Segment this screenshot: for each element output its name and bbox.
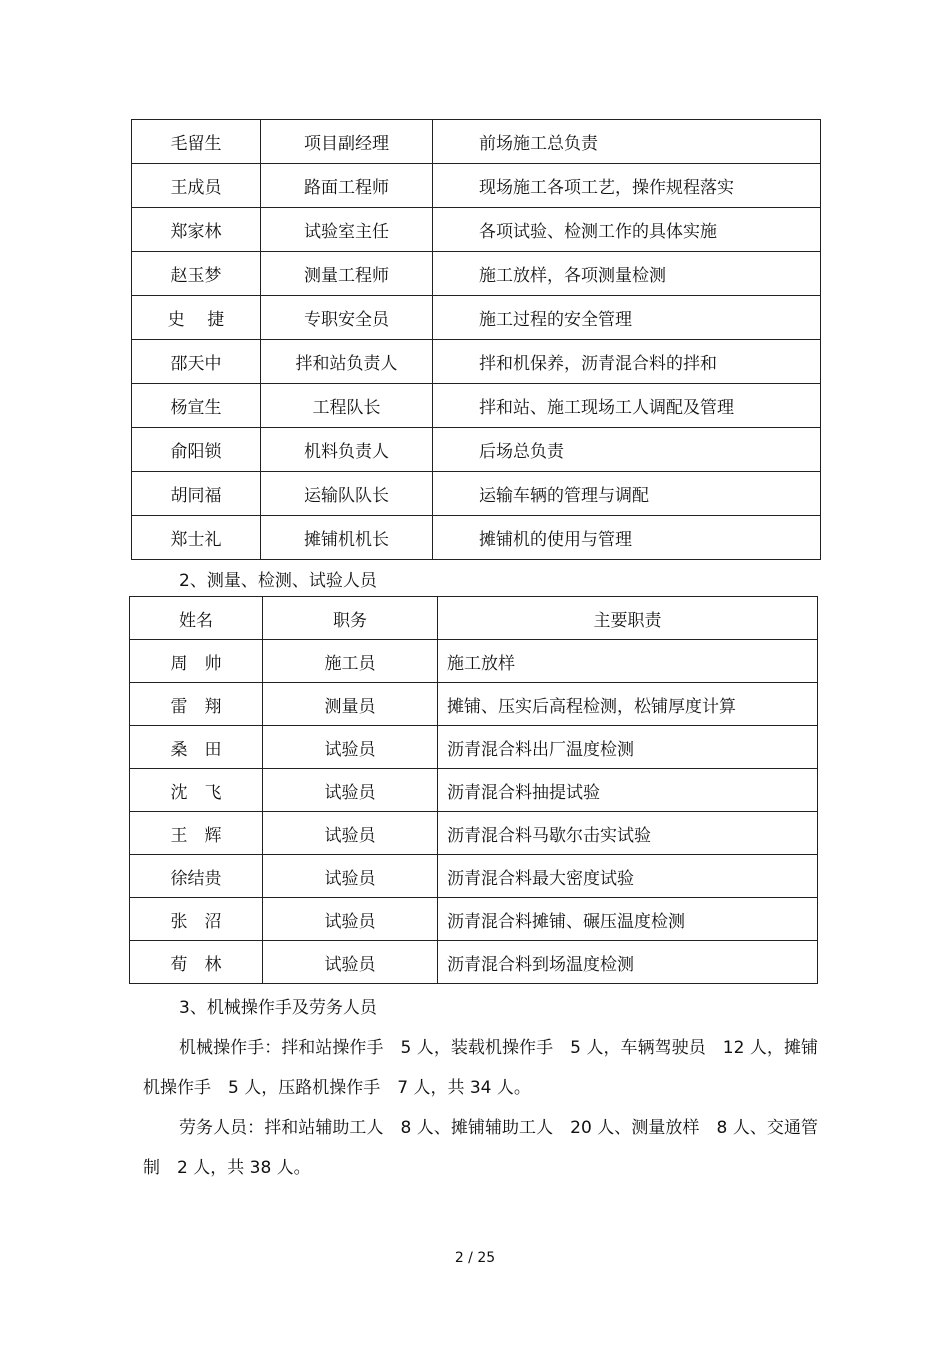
person-duty: 摊铺机的使用与管理 <box>433 516 821 560</box>
person-duty: 运输车辆的管理与调配 <box>433 472 821 516</box>
person-duty: 前场施工总负责 <box>433 120 821 164</box>
person-position: 施工员 <box>263 640 438 683</box>
column-header-position: 职务 <box>263 597 438 640</box>
person-name: 郑士礼 <box>132 516 261 560</box>
person-duty: 沥青混合料马歇尔击实试验 <box>438 812 818 855</box>
table-row <box>130 726 818 769</box>
person-name: 史 捷 <box>132 296 261 340</box>
person-name: 杨宣生 <box>132 384 261 428</box>
person-duty: 沥青混合料最大密度试验 <box>438 855 818 898</box>
table-row <box>132 208 821 252</box>
person-name: 王 辉 <box>130 812 263 855</box>
person-position: 机料负责人 <box>261 428 433 472</box>
person-position: 拌和站负责人 <box>261 340 433 384</box>
person-name: 张 沼 <box>130 898 263 941</box>
person-position: 摊铺机机长 <box>261 516 433 560</box>
table-row <box>132 516 821 560</box>
person-name: 沈 飞 <box>130 769 263 812</box>
person-position: 测量员 <box>263 683 438 726</box>
person-duty: 沥青混合料抽提试验 <box>438 769 818 812</box>
table-row <box>130 683 818 726</box>
column-header-duty: 主要职责 <box>438 597 818 640</box>
person-position: 试验员 <box>263 898 438 941</box>
table-row <box>132 120 821 164</box>
person-position: 试验员 <box>263 855 438 898</box>
person-duty: 后场总负责 <box>433 428 821 472</box>
table-row <box>132 252 821 296</box>
person-position: 测量工程师 <box>261 252 433 296</box>
duty-table-survey-test <box>129 596 818 984</box>
table-row <box>130 769 818 812</box>
person-name: 邵天中 <box>132 340 261 384</box>
person-duty: 沥青混合料到场温度检测 <box>438 941 818 984</box>
person-duty: 摊铺、压实后高程检测，松铺厚度计算 <box>438 683 818 726</box>
table-row <box>130 812 818 855</box>
person-duty: 现场施工各项工艺，操作规程落实 <box>433 164 821 208</box>
person-position: 专职安全员 <box>261 296 433 340</box>
person-duty: 沥青混合料出厂温度检测 <box>438 726 818 769</box>
person-name: 赵玉梦 <box>132 252 261 296</box>
person-name: 郑家林 <box>132 208 261 252</box>
person-name: 桑 田 <box>130 726 263 769</box>
table-row <box>132 472 821 516</box>
person-duty: 各项试验、检测工作的具体实施 <box>433 208 821 252</box>
person-duty: 拌和机保养，沥青混合料的拌和 <box>433 340 821 384</box>
table-row <box>132 384 821 428</box>
person-position: 路面工程师 <box>261 164 433 208</box>
person-position: 试验员 <box>263 769 438 812</box>
person-name: 周 帅 <box>130 640 263 683</box>
column-header-name: 姓名 <box>130 597 263 640</box>
table-row <box>130 855 818 898</box>
person-name: 雷 翔 <box>130 683 263 726</box>
table-row <box>130 640 818 683</box>
machine-operators-paragraph: 机械操作手：拌和站操作手 5 人，装载机操作手 5 人，车辆驾驶员 12 人，摊铺机操作手 5 人，压路机操作手 7 人，共 34 人。 <box>143 1038 818 1098</box>
person-position: 试验员 <box>263 941 438 984</box>
duty-table-management <box>131 119 821 560</box>
person-position: 运输队队长 <box>261 472 433 516</box>
table-row <box>130 941 818 984</box>
page-number: 2 / 25 <box>454 1250 496 1266</box>
person-duty: 施工过程的安全管理 <box>433 296 821 340</box>
section-heading: 3、机械操作手及劳务人员 <box>179 998 377 1018</box>
table-row <box>132 340 821 384</box>
person-name: 胡同福 <box>132 472 261 516</box>
person-name: 毛留生 <box>132 120 261 164</box>
person-duty: 施工放样，各项测量检测 <box>433 252 821 296</box>
person-name: 王成员 <box>132 164 261 208</box>
laborers-paragraph: 劳务人员：拌和站辅助工人 8 人、摊铺辅助工人 20 人、测量放样 8 人、交通管制 2 人，共 38 人。 <box>143 1118 818 1178</box>
person-position: 试验员 <box>263 726 438 769</box>
person-name: 俞阳锁 <box>132 428 261 472</box>
person-duty: 沥青混合料摊铺、碾压温度检测 <box>438 898 818 941</box>
person-name: 徐结贵 <box>130 855 263 898</box>
table-row <box>132 428 821 472</box>
person-position: 试验员 <box>263 812 438 855</box>
person-name: 荀 林 <box>130 941 263 984</box>
person-position: 项目副经理 <box>261 120 433 164</box>
section-heading: 2、测量、检测、试验人员 <box>179 571 377 591</box>
table-row <box>130 898 818 941</box>
table-row <box>132 164 821 208</box>
person-position: 工程队长 <box>261 384 433 428</box>
person-duty: 拌和站、施工现场工人调配及管理 <box>433 384 821 428</box>
table-header-row <box>130 597 818 640</box>
person-position: 试验室主任 <box>261 208 433 252</box>
person-duty: 施工放样 <box>438 640 818 683</box>
table-row <box>132 296 821 340</box>
